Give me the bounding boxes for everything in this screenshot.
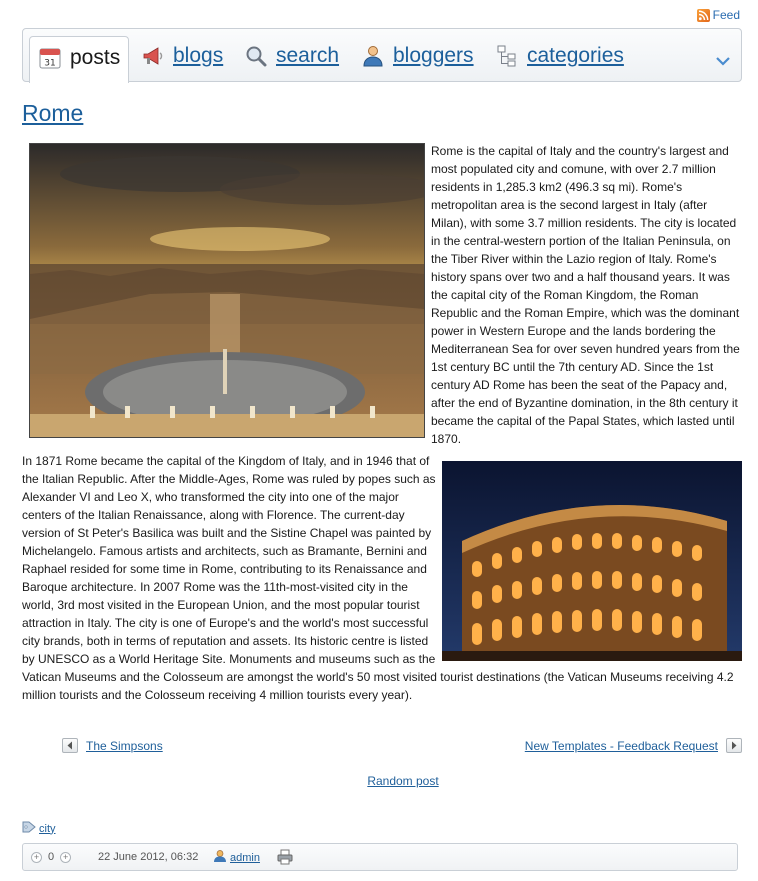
tab-posts[interactable]: [29, 36, 129, 83]
tab-blogs-label[interactable]: blogs: [173, 44, 224, 67]
calendar-icon: [38, 46, 62, 70]
arrow-left-icon[interactable]: [62, 738, 78, 753]
post-title-link[interactable]: Rome: [22, 100, 84, 126]
next-post[interactable]: [525, 738, 742, 753]
paragraph-1: Rome is the capital of Italy and the country's largest and most populated city and comune, with over 2.7 million residents in 1,285.3 km2 (496.3 sq mi). Rome's metropolitan area is the second largest in Italy (after Milan), with some 3.7 million residents. The city is located in the central-western portion of the Italian Peninsula, on the Tiber River within the Lazio region of Italy. Rome's history spans over two and a half thousand years. It was the capital city of the Roman Kingdom, the Roman Republic and the Roman Empire, which was the dominant power in Western Europe and the lands bordering the Mediterranean Sea for over seven hundred years from the 1st century BC until the 7th century AD. Since the 1st century AD Rome has been the seat of the Papacy and, after the end of Byzantine domination, in the 8th century it became the capital of the Papal States, which lasted until 1870.: [431, 144, 740, 446]
vote-count: 0: [48, 851, 55, 863]
main-nav: [22, 28, 742, 82]
tab-blogs[interactable]: [141, 39, 223, 73]
tag-city[interactable]: city: [39, 822, 56, 835]
random-post: [0, 774, 758, 788]
tag-list: [22, 821, 56, 836]
tab-posts-label: posts: [70, 46, 121, 69]
user-icon: [213, 849, 227, 866]
rss-icon: [697, 9, 710, 22]
tab-bloggers-label[interactable]: bloggers: [393, 44, 474, 67]
person-icon: [361, 44, 385, 68]
rome-vatican-photo: [29, 143, 425, 438]
megaphone-icon: [141, 44, 165, 68]
vote-down-button[interactable]: +: [31, 852, 42, 863]
vote-up-button[interactable]: +: [60, 852, 71, 863]
hierarchy-icon: [495, 44, 519, 68]
post-title[interactable]: [22, 100, 83, 127]
post-navigation: [62, 738, 742, 754]
author-link[interactable]: admin: [230, 851, 260, 864]
previous-post-link[interactable]: The Simpsons: [86, 738, 163, 753]
tag-icon: [22, 821, 36, 836]
next-post-link[interactable]: New Templates - Feedback Request: [524, 738, 718, 753]
tab-categories-label[interactable]: categories: [527, 44, 624, 67]
arrow-right-icon[interactable]: [726, 738, 742, 753]
post-date: 22 June 2012, 06:32: [98, 851, 199, 863]
chevron-down-icon[interactable]: [715, 54, 731, 66]
post-meta-bar: [22, 843, 738, 871]
post-content: [22, 142, 742, 704]
printer-icon[interactable]: [277, 849, 293, 868]
colosseum-night-photo: [442, 461, 742, 661]
paragraph-2: In 1871 Rome became the capital of the Kingdom of Italy, and in 1946 that of the Italian Republic. After the Middle-Ages, Rome was ruled by popes such as Alexander VI and Leo X, who transformed the city into one of the major centers of the Italian Renaissance, along with Florence. The current-day version of St Peter's Basilica was built and the Sistine Chapel was painted by Michelangelo. Famous artists and architects, such as Bramante, Bernini and Raphael resided for some time in Rome, contributing to its Renaissance and Baroque architecture. In 2007 Rome was the 11th-most-visited city in the world, 3rd most visited in the European Union, and the most popular tourist attraction in Italy. The city is one of Europe's and the world's most successful city brands, both in terms of reputation and assets. Its historic centre is listed by UNESCO as a World Heritage Site. Monuments and museums such as the Vatican Museums and the Colosseum are amongst the world's 50 most visited tourist destinations (the Vatican Museums receiving 4.2 million tourists and the Colosseum receiving 4 million tourists every year).: [22, 454, 734, 702]
post-author[interactable]: [213, 849, 260, 866]
feed-label[interactable]: Feed: [712, 8, 740, 22]
magnifier-icon: [244, 44, 268, 68]
calendar-day: 31: [44, 58, 56, 69]
tab-categories[interactable]: [495, 39, 624, 73]
random-post-link[interactable]: Random post: [367, 774, 439, 788]
previous-post[interactable]: [62, 738, 163, 753]
feed-link[interactable]: [697, 8, 740, 22]
tab-bloggers[interactable]: [361, 39, 474, 73]
vote-widget: [31, 851, 71, 863]
tab-search[interactable]: [244, 39, 339, 73]
tab-search-label[interactable]: search: [276, 44, 340, 67]
